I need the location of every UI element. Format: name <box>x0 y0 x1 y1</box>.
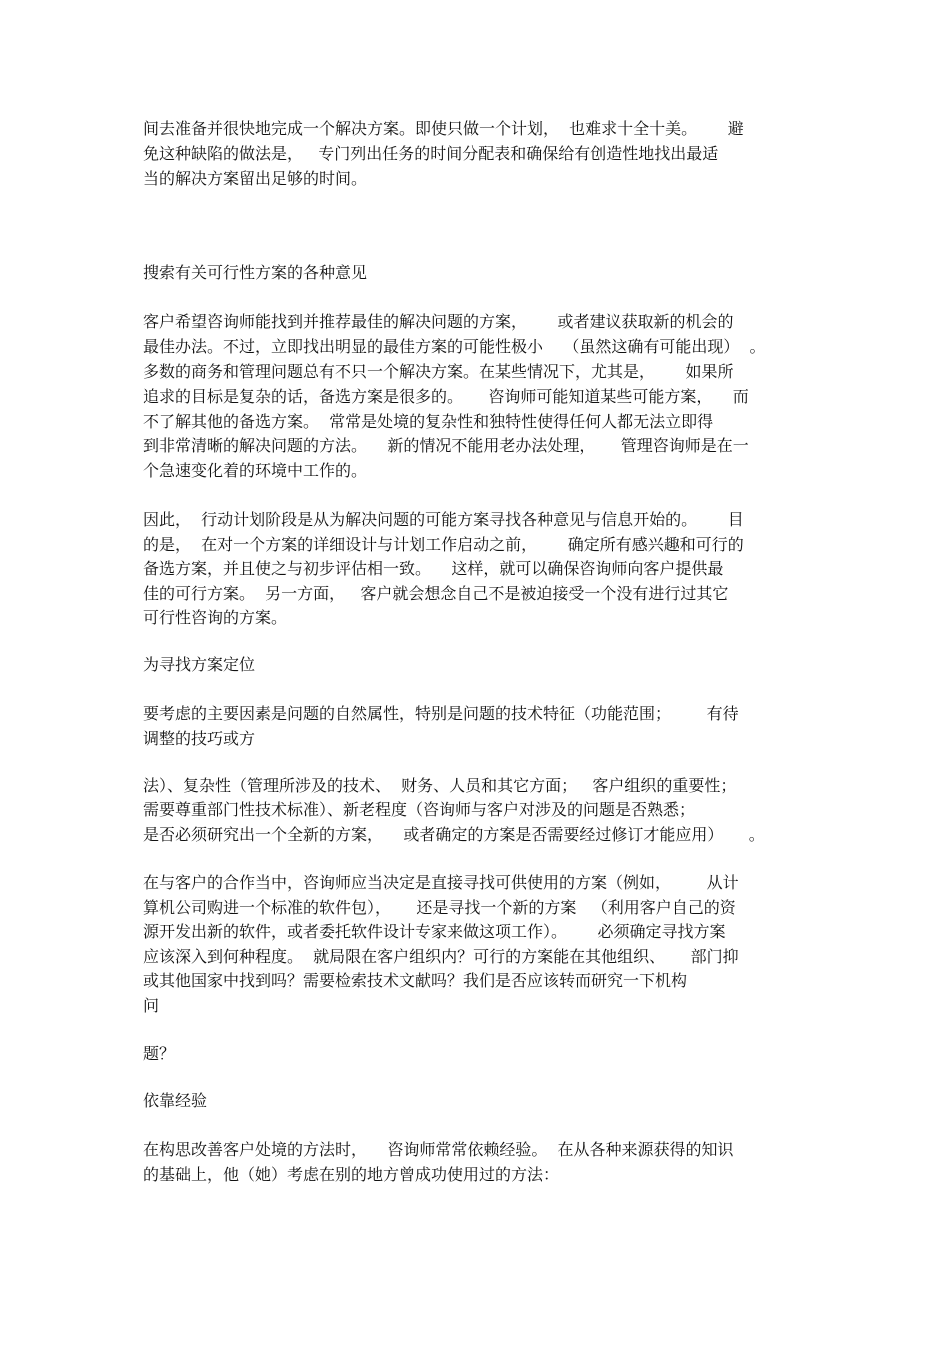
text-line: 可行性咨询的方案。 <box>143 608 288 627</box>
text-line: 算机公司购进一个标准的软件包）， 还是寻找一个新的方案 （利用客户自己的资 <box>143 898 736 917</box>
text-line: 的基础上，他（她）考虑在别的地方曾成功使用过的方法： <box>143 1165 560 1184</box>
section-heading: 为寻找方案定位 <box>143 655 256 674</box>
text-line: 在与客户的合作当中，咨询师应当决定是直接寻找可供使用的方案（例如， 从计 <box>143 873 739 892</box>
text-line: 或其他国家中找到吗？需要检索技术文献吗？我们是否应该转而研究一下机构 <box>143 971 688 990</box>
text-line: 在构思改善客户处境的方法时， 咨询师常常依赖经验。 在从各种来源获得的知识 <box>143 1140 734 1159</box>
text-line: 法）、复杂性（管理所涉及的技术、 财务、人员和其它方面； 客户组织的重要性； <box>143 776 737 795</box>
text-line: 客户希望咨询师能找到并推荐最佳的解决问题的方案， 或者建议获取新的机会的 <box>143 312 734 331</box>
section-heading: 搜索有关可行性方案的各种意见 <box>143 263 368 282</box>
text-line: 应该深入到何种程度。 就局限在客户组织内？可行的方案能在其他组织、 部门抑 <box>143 947 739 966</box>
text-line: 间去准备并很快地完成一个解决方案。即使只做一个计划， 也难求十全十美。 避 <box>143 119 744 138</box>
text-line: 不了解其他的备选方案。 常常是处境的复杂性和独特性使得任何人都无法立即得 <box>143 412 714 431</box>
text-line: 是否必须研究出一个全新的方案， 或者确定的方案是否需要经过修订才能应用） 。 <box>143 825 765 844</box>
text-line: 多数的商务和管理问题总有不只一个解决方案。在某些情况下，尤其是， 如果所 <box>143 362 734 381</box>
text-line: 源开发出新的软件，或者委托软件设计专家来做这项工作）。 必须确定寻找方案 <box>143 922 726 941</box>
text-line: 调整的技巧或方 <box>143 729 256 748</box>
text-line: 当的解决方案留出足够的时间。 <box>143 169 368 188</box>
text-line: 问 <box>143 996 160 1015</box>
text-line: 最佳办法。不过，立即找出明显的最佳方案的可能性极小 （虽然这确有可能出现） 。 <box>143 337 766 356</box>
text-line: 要考虑的主要因素是问题的自然属性，特别是问题的技术特征（功能范围； 有待 <box>143 704 739 723</box>
section-heading: 依靠经验 <box>143 1091 208 1110</box>
text-line: 佳的可行方案。 另一方面， 客户就会想念自己不是被迫接受一个没有进行过其它 <box>143 584 729 603</box>
text-line: 的是， 在对一个方案的详细设计与计划工作启动之前， 确定所有感兴趣和可行的 <box>143 535 744 554</box>
text-line: 个急速变化着的环境中工作的。 <box>143 461 368 480</box>
text-line: 因此， 行动计划阶段是从为解决问题的可能方案寻找各种意见与信息开始的。 目 <box>143 510 744 529</box>
text-line: 题？ <box>143 1044 176 1063</box>
text-line: 备选方案，并且使之与初步评估相一致。 这样，就可以确保咨询师向客户提供最 <box>143 559 724 578</box>
text-line: 到非常清晰的解决问题的方法。 新的情况不能用老办法处理， 管理咨询师是在一 <box>143 436 749 455</box>
text-line: 需要尊重部门性技术标准）、新老程度（咨询师与客户对涉及的问题是否熟悉； <box>143 800 696 819</box>
text-line: 免这种缺陷的做法是， 专门列出任务的时间分配表和确保给有创造性地找出最适 <box>143 144 719 163</box>
text-line: 追求的目标是复杂的话，备选方案是很多的。 咨询师可能知道某些可能方案， 而 <box>143 387 749 406</box>
